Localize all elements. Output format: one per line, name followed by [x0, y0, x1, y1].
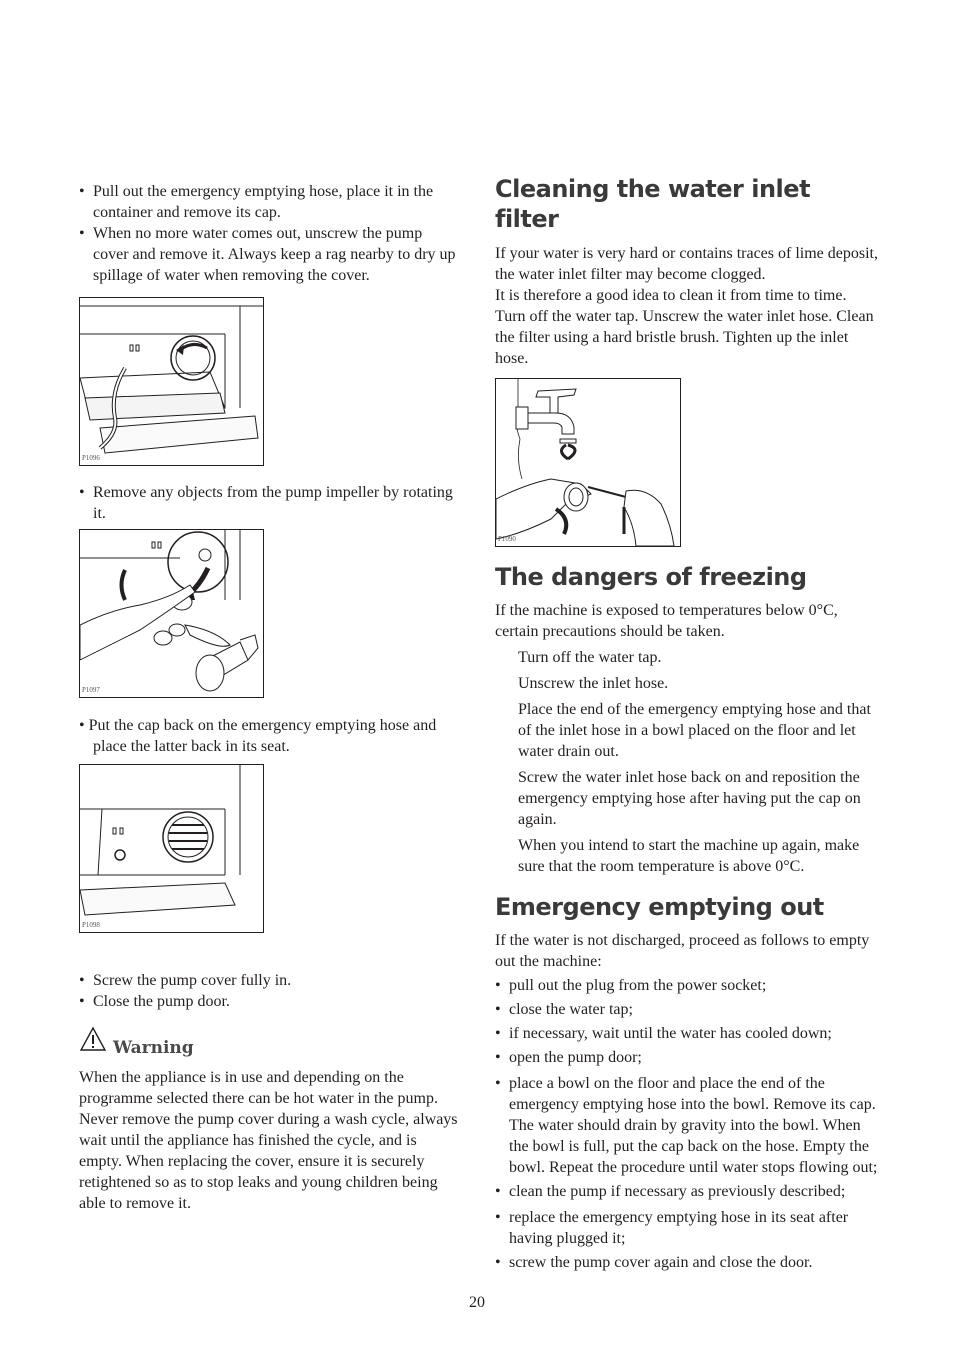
list-item: Unscrew the inlet hose.	[518, 675, 669, 692]
cap-back-text: • Put the cap back on the emergency emptying hose and place the latter back in its seat.	[79, 717, 437, 755]
inlet-text-2: It is therefore a good idea to clean it from time to time. Turn off the water tap. Unscrew the water inlet hose. Clean the filter using a hard bristle brush. Tighten up the inlet hose.	[495, 287, 874, 367]
bullet-list-hose	[79, 181, 459, 286]
list-item: • Remove any objects from the pump impeller by rotating it.	[79, 482, 459, 524]
heading-emergency: Emergency emptying out	[495, 893, 824, 921]
list-item: • Screw the pump cover fully in.	[79, 970, 459, 991]
list-item: Screw the water inlet hose back on and reposition the emergency emptying hose after having put the cap on again.	[518, 769, 861, 828]
list-item: Place the end of the emergency emptying hose and that of the inlet hose in a bowl placed on the floor and let water drain out.	[518, 701, 871, 760]
warning-title: Warning	[113, 1038, 194, 1058]
list-item: • if necessary, wait until the water has cooled down;	[495, 1023, 880, 1044]
list-item: • pull out the plug from the power socket;	[495, 975, 880, 996]
list-item: • When no more water comes out, unscrew the pump cover and remove it. Always keep a rag nearby to dry up spillage of water when removing the cover.	[79, 223, 459, 286]
list-item: • Pull out the emergency emptying hose, place it in the container and remove its cap.	[79, 181, 459, 223]
list-item: When you intend to start the machine up again, make sure that the room temperature is above 0°C.	[518, 837, 860, 875]
heading-inlet-filter: Cleaning the water inlet filter	[495, 175, 811, 233]
page-number: 20	[469, 1294, 485, 1311]
emergency-intro: If the water is not discharged, proceed as follows to empty out the machine:	[495, 932, 870, 970]
warning-heading	[79, 1026, 459, 1058]
figure-label: P1098	[82, 921, 100, 929]
inlet-filter-illustration	[496, 379, 680, 546]
figure-pump-impeller	[79, 529, 264, 698]
pump-cover-illustration	[80, 298, 263, 465]
list-item: • replace the emergency emptying hose in its seat after having plugged it;	[495, 1207, 880, 1249]
warning-text: When the appliance is in use and depending on the programme selected there can be hot water in the pump. Never remove the pump cover during a wash cycle, always wait until the appliance has finished the cycle, and is empty. When replacing the cover, ensure it is securely retightened so as to stop leaks and young children being able to remove it.	[79, 1069, 458, 1212]
bullet-list-close	[79, 970, 459, 1012]
heading-freezing: The dangers of freezing	[495, 563, 807, 591]
list-item: • screw the pump cover again and close the door.	[495, 1252, 880, 1273]
list-item: • Close the pump door.	[79, 991, 459, 1012]
freezing-steps	[495, 647, 880, 877]
figure-pump-cover-removal	[79, 297, 264, 466]
list-item: • place a bowl on the floor and place the end of the emergency emptying hose into the bowl. Remove its cap. The water should drain by gravity into the bowl. When the bowl is full, put the cap back on the hose. Empty the bowl. Repeat the procedure until water stops flowing out;	[495, 1073, 880, 1178]
inlet-text-1: If your water is very hard or contains traces of lime deposit, the water inlet filter may become clogged.	[495, 245, 878, 283]
figure-inlet-filter	[495, 378, 681, 547]
figure-label: P1090	[498, 535, 516, 543]
figure-label: P1097	[82, 686, 100, 694]
figure-label: P1096	[82, 454, 100, 462]
warning-triangle-icon	[79, 1026, 107, 1058]
bullet-list-impeller	[79, 482, 459, 524]
emergency-steps	[495, 975, 880, 1273]
cap-back-illustration	[80, 765, 263, 932]
impeller-illustration	[80, 530, 263, 697]
list-item: Turn off the water tap.	[518, 649, 662, 666]
freezing-intro: If the machine is exposed to temperatures below 0°C, certain precautions should be taken.	[495, 602, 838, 640]
list-item: • open the pump door;	[495, 1047, 880, 1068]
list-item: • clean the pump if necessary as previously described;	[495, 1181, 880, 1202]
figure-cap-back	[79, 764, 264, 933]
list-item: • close the water tap;	[495, 999, 880, 1020]
left-column	[79, 181, 459, 1214]
right-column	[495, 174, 880, 1273]
